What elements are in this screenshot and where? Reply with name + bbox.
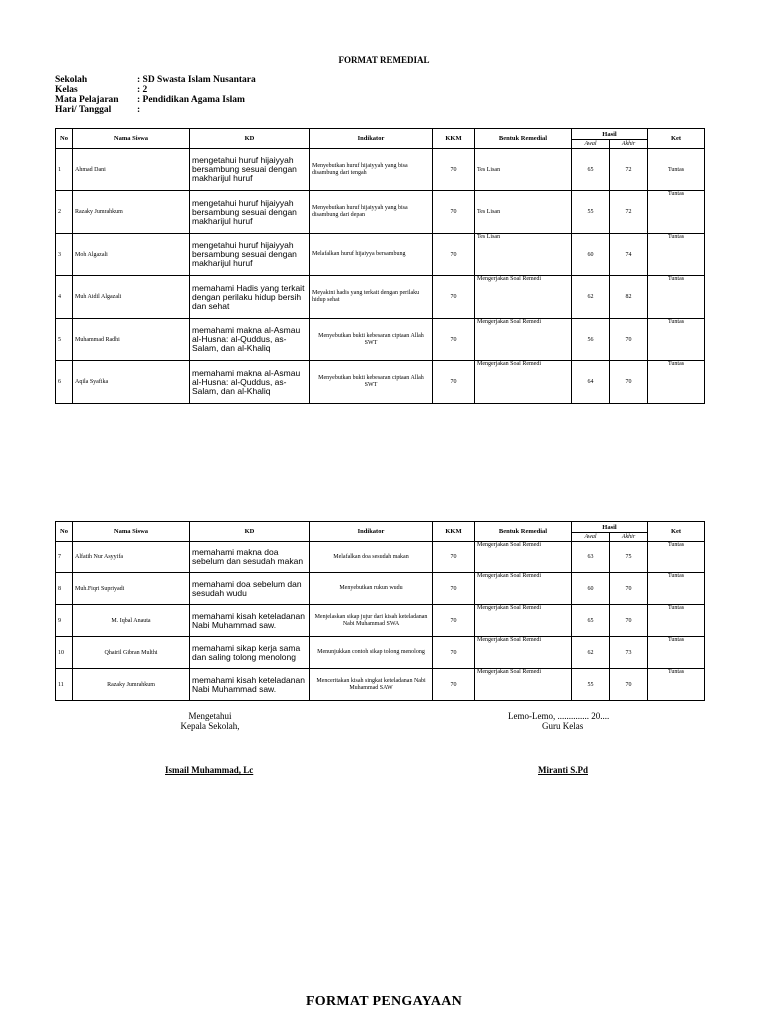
header-no: No	[56, 129, 73, 149]
row-no: 9	[56, 605, 73, 637]
row-no: 8	[56, 573, 73, 605]
indikator-text: Meyakini hadis yang terkait dengan perilaku hidup sehat	[310, 276, 433, 319]
bentuk-remedial: Tes Lisan	[475, 191, 572, 234]
row-no: 7	[56, 542, 73, 573]
bentuk-remedial: Mengerjakan Soal Remedi	[475, 319, 572, 361]
score-akhir: 75	[610, 542, 648, 573]
score-akhir: 70	[610, 361, 648, 404]
score-awal: 62	[572, 276, 610, 319]
remedial-table-2	[55, 521, 705, 701]
header-indikator: Indikator	[310, 522, 433, 542]
ket-status: Tuntas	[648, 234, 705, 276]
header-kkm: KKM	[433, 522, 475, 542]
student-name: Razaky Jumrahkum	[73, 669, 190, 701]
score-awal: 60	[572, 573, 610, 605]
bentuk-remedial: Mengerjakan Soal Remedi	[475, 361, 572, 404]
kkm-value: 70	[433, 234, 475, 276]
signature-right-line2: Guru Kelas	[542, 721, 584, 731]
score-awal: 55	[572, 669, 610, 701]
score-awal: 63	[572, 542, 610, 573]
kd-text: memahami makna al-Asmau al-Husna: al-Quddus, as-Salam, dan al-Khaliq	[190, 319, 310, 361]
table-row	[56, 573, 705, 605]
header-nama: Nama Siswa	[73, 129, 190, 149]
score-akhir: 74	[610, 234, 648, 276]
header-akhir: Akhir	[610, 140, 648, 149]
header-hasil: Hasil	[572, 129, 648, 140]
school-info	[55, 75, 256, 115]
kkm-value: 70	[433, 573, 475, 605]
bentuk-remedial: Mengerjakan Soal Remedi	[475, 669, 572, 701]
document-title: FORMAT REMEDIAL	[338, 55, 430, 65]
bentuk-remedial: Mengerjakan Soal Remedi	[475, 605, 572, 637]
table-row	[56, 191, 705, 234]
table-row	[56, 319, 705, 361]
headmaster-name: Ismail Muhammad, Lc	[165, 765, 254, 775]
kkm-value: 70	[433, 191, 475, 234]
student-name: Razaky Jumrahkum	[73, 191, 190, 234]
ket-status: Tuntas	[648, 605, 705, 637]
kd-text: mengetahui huruf hijaiyyah bersambung sesuai dengan makharijul huruf	[190, 149, 310, 191]
row-no: 6	[56, 361, 73, 404]
bentuk-remedial: Mengerjakan Soal Remedi	[475, 573, 572, 605]
indikator-text: Melafalkan doa sesudah makan	[310, 542, 433, 573]
indikator-text: Menyebutkan huruf hijaiyyah yang bisa disambung dari tengah	[310, 149, 433, 191]
ket-status: Tuntas	[648, 276, 705, 319]
row-no: 1	[56, 149, 73, 191]
indikator-text: Menjelaskan sikap jujur dari kisah keteladanan Nabi Muhammad SWA	[310, 605, 433, 637]
indikator-text: Menunjukkan contoh sikap tolong menolong	[310, 637, 433, 669]
header-indikator: Indikator	[310, 129, 433, 149]
student-name: Qhairil Gibran Multhi	[73, 637, 190, 669]
indikator-text: Melafalkan huruf hijaiyya bersambung	[310, 234, 433, 276]
kkm-value: 70	[433, 605, 475, 637]
table-row	[56, 637, 705, 669]
bentuk-remedial: Tes Lisan	[475, 234, 572, 276]
row-no: 5	[56, 319, 73, 361]
ket-status: Tuntas	[648, 669, 705, 701]
table-row	[56, 276, 705, 319]
student-name: Ahmad Dani	[73, 149, 190, 191]
student-name: M. Iqbal Anauta	[73, 605, 190, 637]
score-awal: 65	[572, 149, 610, 191]
header-nama: Nama Siswa	[73, 522, 190, 542]
info-value: :	[137, 105, 141, 115]
remedial-table-1	[55, 128, 705, 404]
teacher-name: Miranti S.Pd	[538, 765, 589, 775]
header-bentuk: Bentuk Remedial	[475, 522, 572, 542]
kkm-value: 70	[433, 149, 475, 191]
score-awal: 62	[572, 637, 610, 669]
table-row	[56, 669, 705, 701]
row-no: 10	[56, 637, 73, 669]
score-akhir: 72	[610, 191, 648, 234]
info-value: : 2	[137, 85, 148, 95]
indikator-text: Menceritakan kisah singkat keteladanan Nabi Muhammad SAW	[310, 669, 433, 701]
ket-status: Tuntas	[648, 542, 705, 573]
student-name: Muhammad Radhi	[73, 319, 190, 361]
kkm-value: 70	[433, 319, 475, 361]
kd-text: memahami makna doa sebelum dan sesudah makan	[190, 542, 310, 573]
kd-text: memahami makna al-Asmau al-Husna: al-Quddus, as-Salam, dan al-Khaliq	[190, 361, 310, 404]
bentuk-remedial: Tes Lisan	[475, 149, 572, 191]
signature-right-line1: Lemo-Lemo, .............. 20....	[508, 711, 610, 721]
info-row-tanggal	[55, 105, 256, 115]
header-akhir: Akhir	[610, 533, 648, 542]
info-label: Sekolah	[55, 75, 88, 85]
table-row	[56, 149, 705, 191]
indikator-text: Menyebutkan rukun wudu	[310, 573, 433, 605]
kd-text: mengetahui huruf hijaiyyah bersambung sesuai dengan makharijul huruf	[190, 191, 310, 234]
table-row	[56, 605, 705, 637]
student-name: Aqila Syafika	[73, 361, 190, 404]
header-awal: Awal	[572, 140, 610, 149]
student-name: Alfatih Nur Asyyifa	[73, 542, 190, 573]
kkm-value: 70	[433, 669, 475, 701]
header-kd: KD	[190, 129, 310, 149]
kd-text: memahami kisah keteladanan Nabi Muhammad saw.	[190, 605, 310, 637]
header-ket: Ket	[648, 522, 705, 542]
indikator-text: Menyebutkan bukti kebesaran ciptaan Allah SWT	[310, 361, 433, 404]
info-label: Mata Pelajaran	[55, 95, 119, 105]
next-section-title: FORMAT PENGAYAAN	[305, 994, 463, 1009]
kkm-value: 70	[433, 637, 475, 669]
score-akhir: 70	[610, 319, 648, 361]
ket-status: Tuntas	[648, 361, 705, 404]
table-row	[56, 361, 705, 404]
kd-text: mengetahui huruf hijaiyyah bersambung sesuai dengan makharijul huruf	[190, 234, 310, 276]
score-awal: 55	[572, 191, 610, 234]
info-row-mapel	[55, 95, 256, 105]
indikator-text: Menyebutkan huruf hijaiyyah yang bisa disambung dari depan	[310, 191, 433, 234]
table-row	[56, 542, 705, 573]
info-label: Hari/ Tanggal	[55, 105, 112, 115]
header-awal: Awal	[572, 533, 610, 542]
row-no: 11	[56, 669, 73, 701]
header-ket: Ket	[648, 129, 705, 149]
student-name: Moh Algazali	[73, 234, 190, 276]
ket-status: Tuntas	[648, 149, 705, 191]
header-kkm: KKM	[433, 129, 475, 149]
header-no: No	[56, 522, 73, 542]
score-awal: 60	[572, 234, 610, 276]
student-name: Muh Aidil Algazali	[73, 276, 190, 319]
ket-status: Tuntas	[648, 637, 705, 669]
score-akhir: 70	[610, 573, 648, 605]
score-akhir: 70	[610, 605, 648, 637]
info-value: : SD Swasta Islam Nusantara	[137, 75, 256, 85]
header-kd: KD	[190, 522, 310, 542]
score-akhir: 70	[610, 669, 648, 701]
bentuk-remedial: Mengerjakan Soal Remedi	[475, 637, 572, 669]
kkm-value: 70	[433, 542, 475, 573]
score-awal: 65	[572, 605, 610, 637]
signature-right	[500, 711, 650, 731]
kd-text: memahami sikap kerja sama dan saling tolong menolong	[190, 637, 310, 669]
ket-status: Tuntas	[648, 191, 705, 234]
info-label: Kelas	[55, 85, 78, 95]
score-akhir: 82	[610, 276, 648, 319]
signature-left-line1: Mengetahui	[188, 711, 232, 721]
ket-status: Tuntas	[648, 573, 705, 605]
bentuk-remedial: Mengerjakan Soal Remedi	[475, 276, 572, 319]
row-no: 3	[56, 234, 73, 276]
kkm-value: 70	[433, 276, 475, 319]
row-no: 4	[56, 276, 73, 319]
kd-text: memahami doa sebelum dan sesudah wudu	[190, 573, 310, 605]
header-bentuk: Bentuk Remedial	[475, 129, 572, 149]
score-akhir: 73	[610, 637, 648, 669]
info-row-kelas	[55, 85, 256, 95]
kkm-value: 70	[433, 361, 475, 404]
kd-text: memahami kisah keteladanan Nabi Muhammad saw.	[190, 669, 310, 701]
header-hasil: Hasil	[572, 522, 648, 533]
kd-text: memahami Hadis yang terkait dengan perilaku hidup bersih dan sehat	[190, 276, 310, 319]
score-awal: 64	[572, 361, 610, 404]
bentuk-remedial: Mengerjakan Soal Remedi	[475, 542, 572, 573]
signature-left-line2: Kepala Sekolah,	[180, 721, 240, 731]
student-name: Muh.Fiqri Supriyadi	[73, 573, 190, 605]
row-no: 2	[56, 191, 73, 234]
signature-left	[160, 711, 260, 731]
score-awal: 56	[572, 319, 610, 361]
info-row-sekolah	[55, 75, 256, 85]
score-akhir: 72	[610, 149, 648, 191]
table-row	[56, 234, 705, 276]
indikator-text: Menyebutkan bukti kebesaran ciptaan Allah SWT	[310, 319, 433, 361]
ket-status: Tuntas	[648, 319, 705, 361]
info-value: : Pendidikan Agama Islam	[137, 95, 245, 105]
